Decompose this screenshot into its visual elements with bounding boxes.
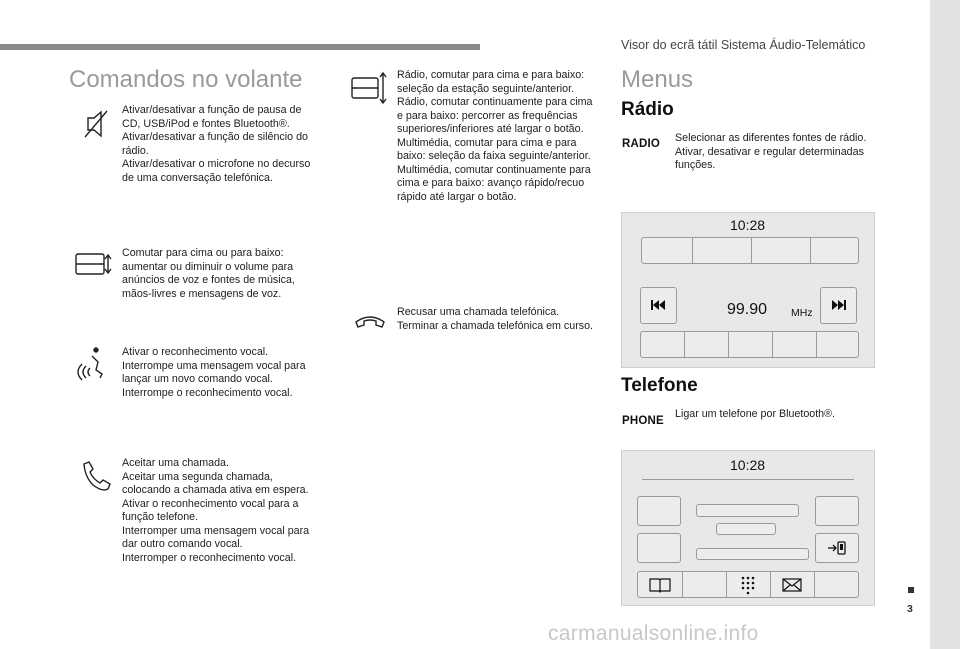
skip-back-icon — [641, 288, 676, 323]
phone-connect-button[interactable] — [815, 533, 859, 563]
phone-screen-divider — [642, 479, 854, 480]
phone-left-button-2[interactable] — [637, 533, 681, 563]
seek-description: Rádio, comutar para cima e para baixo: seleção da estação seguinte/anterior. Rádio, comutar continuamente para cima e para baixo: percorrer as frequências superiores/inferiores até largar o botão. Multimédia, comutar para cima e para baixo: seleção da faixa seguinte/anterior. Multimédia, comutar continuamente para cima e para baixo: avanço rápido/recuo rápido até largar o botão. — [397, 69, 593, 203]
voice-command-description: Ativar o reconhecimento vocal. Interrompe uma mensagem vocal para lançar um novo comando vocal. Interrompe o reconhecimento vocal. — [122, 346, 306, 399]
radio-label: RADIO — [622, 138, 661, 150]
volume-description: Comutar para cima ou para baixo: aumentar ou diminuir o volume para anúncios de voz e fontes de música, mãos-livres e mensagens de voz. — [122, 247, 295, 300]
radio-frequency-unit: MHz — [791, 307, 813, 319]
phone-connect-icon — [816, 534, 858, 562]
page-marker-square — [908, 587, 914, 593]
phone-title: Telefone — [621, 375, 698, 396]
phone-label: PHONE — [622, 415, 664, 427]
previous-station-button[interactable] — [640, 287, 677, 324]
phone-info-field-3 — [696, 548, 809, 560]
radio-top-button-row — [641, 237, 859, 264]
radio-screen-clock: 10:28 — [730, 217, 766, 233]
mute-icon — [76, 104, 116, 144]
phone-screen — [621, 450, 875, 606]
hangup-description: Recusar uma chamada telefónica. Terminar a chamada telefónica em curso. — [397, 306, 594, 332]
radio-preset-bar[interactable] — [640, 331, 859, 358]
messages-envelope-icon — [781, 577, 803, 593]
phone-info-field-2 — [716, 523, 776, 535]
page-header-title: Visor do ecrã tátil Sistema Áudio-Telemático — [621, 38, 866, 52]
phone-description: Ligar um telefone por Bluetooth®. — [675, 408, 835, 420]
skip-forward-icon — [821, 288, 856, 323]
contacts-book-icon — [648, 576, 672, 594]
phone-answer-description: Aceitar uma chamada. Aceitar uma segunda chamada, colocando a chamada ativa em espera. Ativar o reconhecimento vocal para a função telefone. Interromper uma mensagem vocal para dar outro comando vocal. Interromper o reconhecimento vocal. — [122, 457, 310, 564]
phone-left-button-1[interactable] — [637, 496, 681, 526]
mute-description: Ativar/desativar a função de pausa de CD, USB/iPod e fontes Bluetooth®. Ativar/desativar a função de silêncio do rádio. Ativar/desativar o microfone no decurso de uma conversação telefónica. — [122, 104, 311, 184]
next-station-button[interactable] — [820, 287, 857, 324]
page-number: 3 — [907, 603, 913, 615]
dial-keypad-icon — [738, 575, 758, 595]
phone-info-field-1 — [696, 504, 799, 517]
radio-title: Rádio — [621, 99, 674, 120]
phone-hangup-icon — [350, 302, 390, 342]
radio-description: Selecionar as diferentes fontes de rádio. Ativar, desativar e regular determinadas funções. — [675, 132, 867, 171]
radio-screen — [621, 212, 875, 368]
voice-command-icon — [76, 346, 116, 386]
phone-menu-bar[interactable] — [637, 571, 859, 598]
seek-scroll-icon — [350, 68, 390, 108]
watermark-text: carmanualsonline.info — [548, 622, 759, 645]
section-title-steering-controls: Comandos no volante — [69, 66, 303, 93]
phone-answer-icon — [76, 456, 116, 496]
phone-screen-clock: 10:28 — [730, 457, 766, 473]
section-title-menus: Menus — [621, 66, 694, 93]
phone-right-button-1[interactable] — [815, 496, 859, 526]
radio-frequency: 99.90 — [727, 301, 768, 318]
top-divider-bar — [0, 44, 480, 50]
volume-scroll-icon — [74, 244, 114, 284]
page-side-strip — [930, 0, 960, 649]
